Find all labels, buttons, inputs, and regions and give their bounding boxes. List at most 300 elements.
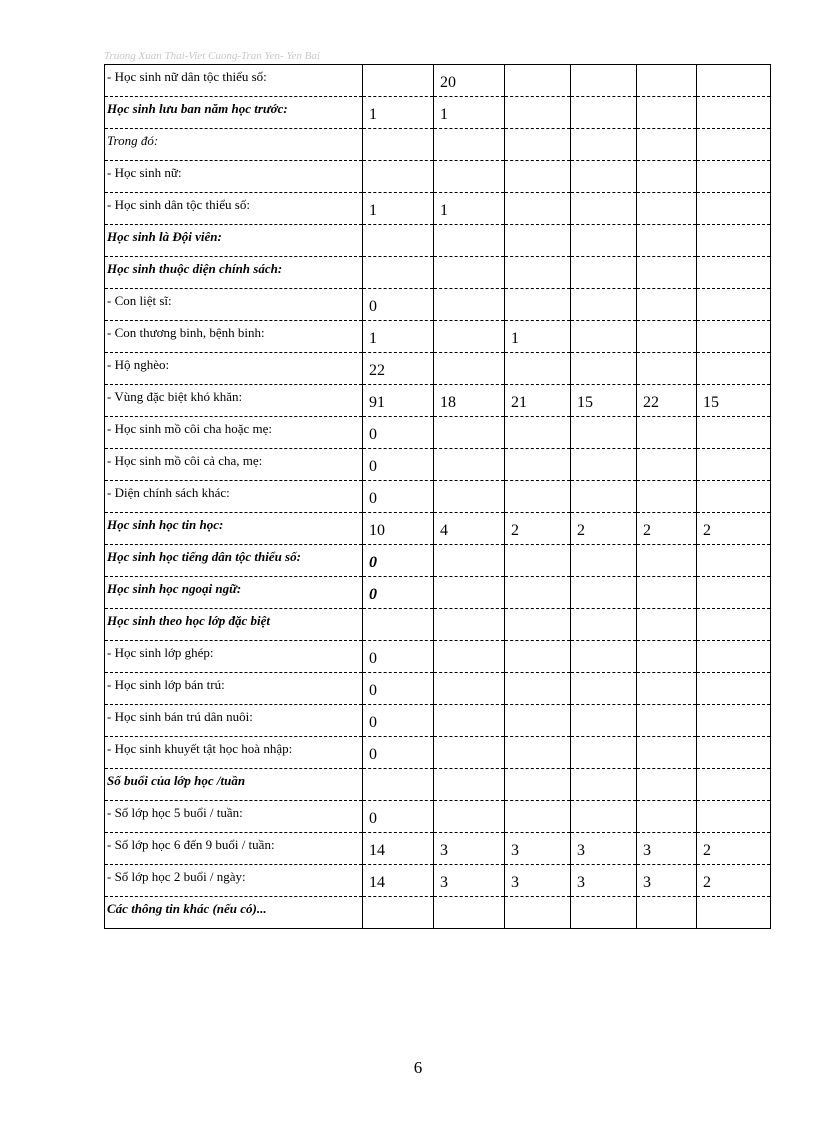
table-row — [105, 545, 771, 577]
value-cell — [697, 865, 771, 897]
table-row — [105, 385, 771, 417]
value-cell — [697, 385, 771, 417]
cell-value — [639, 741, 643, 750]
header-watermark: Truong Xuan Thai-Viet Cuong-Tran Yen- Yen Bai — [104, 50, 320, 62]
row-label-cell — [105, 545, 363, 577]
cell-value — [639, 549, 643, 558]
value-cell — [434, 609, 505, 641]
cell-value — [573, 133, 577, 142]
value-cell — [571, 513, 637, 545]
value-cell — [571, 97, 637, 129]
row-label: Học sinh học tin học: — [107, 517, 224, 532]
value-cell — [571, 865, 637, 897]
value-cell — [637, 353, 697, 385]
value-cell — [434, 385, 505, 417]
row-label: - Học sinh bán trú dân nuôi: — [107, 709, 253, 724]
cell-value — [699, 645, 703, 654]
value-cell — [697, 129, 771, 161]
value-cell — [363, 737, 434, 769]
cell-value — [573, 485, 577, 494]
cell-value: 2 — [703, 874, 711, 891]
value-cell — [571, 641, 637, 673]
value-cell — [363, 769, 434, 801]
value-cell — [697, 225, 771, 257]
table-row — [105, 609, 771, 641]
cell-value: 22 — [643, 394, 659, 411]
value-cell — [505, 481, 571, 513]
cell-value — [639, 69, 643, 78]
cell-value — [365, 901, 369, 910]
value-cell — [697, 897, 771, 929]
row-label-cell — [105, 641, 363, 673]
value-cell — [571, 385, 637, 417]
value-cell — [434, 257, 505, 289]
row-label: - Hộ nghèo: — [107, 357, 170, 372]
cell-value — [699, 165, 703, 174]
page-number: 6 — [413, 1058, 423, 1077]
value-cell — [697, 353, 771, 385]
value-cell — [505, 577, 571, 609]
value-cell — [363, 705, 434, 737]
value-cell — [434, 705, 505, 737]
cell-value — [699, 677, 703, 686]
row-label: - Học sinh dân tộc thiểu số: — [107, 197, 250, 212]
cell-value — [699, 901, 703, 910]
value-cell — [571, 225, 637, 257]
cell-value — [507, 709, 511, 718]
value-cell — [363, 225, 434, 257]
cell-value — [365, 165, 369, 174]
row-label: - Số lớp học 5 buổi / tuần: — [107, 805, 243, 820]
value-cell — [505, 609, 571, 641]
value-cell — [637, 705, 697, 737]
cell-value — [507, 133, 511, 142]
cell-value — [573, 229, 577, 238]
cell-value — [573, 293, 577, 302]
value-cell — [434, 321, 505, 353]
cell-value — [436, 677, 440, 686]
row-label: Học sinh lưu ban năm học trước: — [107, 101, 288, 116]
cell-value — [699, 485, 703, 494]
cell-value — [573, 357, 577, 366]
value-cell — [505, 769, 571, 801]
value-cell — [637, 193, 697, 225]
cell-value — [507, 293, 511, 302]
cell-value — [699, 613, 703, 622]
row-label-cell — [105, 257, 363, 289]
value-cell — [697, 65, 771, 97]
cell-value — [573, 69, 577, 78]
value-cell — [571, 417, 637, 449]
row-label: Các thông tin khác (nếu có)... — [107, 901, 267, 916]
table-row — [105, 65, 771, 97]
table-row — [105, 353, 771, 385]
cell-value — [699, 325, 703, 334]
cell-value — [639, 261, 643, 270]
row-label: Học sinh học ngoại ngữ: — [107, 581, 242, 596]
cell-value — [639, 421, 643, 430]
value-cell — [637, 897, 697, 929]
value-cell — [434, 513, 505, 545]
cell-value — [507, 357, 511, 366]
value-cell — [434, 641, 505, 673]
cell-value — [639, 773, 643, 782]
cell-value — [365, 773, 369, 782]
value-cell — [571, 161, 637, 193]
value-cell — [571, 545, 637, 577]
value-cell — [637, 321, 697, 353]
cell-value — [639, 165, 643, 174]
cell-value — [507, 261, 511, 270]
value-cell — [363, 545, 434, 577]
value-cell — [637, 641, 697, 673]
cell-value — [573, 613, 577, 622]
value-cell — [571, 609, 637, 641]
cell-value — [573, 805, 577, 814]
table-row — [105, 769, 771, 801]
cell-value: 10 — [369, 522, 385, 539]
cell-value: 2 — [643, 522, 651, 539]
row-label: - Học sinh nữ dân tộc thiểu số: — [107, 69, 267, 84]
value-cell — [697, 545, 771, 577]
value-cell — [505, 449, 571, 481]
table-row — [105, 897, 771, 929]
value-cell — [697, 289, 771, 321]
value-cell — [505, 161, 571, 193]
cell-value — [573, 453, 577, 462]
table-row — [105, 641, 771, 673]
cell-value — [507, 741, 511, 750]
value-cell — [363, 353, 434, 385]
value-cell — [505, 545, 571, 577]
value-cell — [637, 545, 697, 577]
cell-value: 0 — [369, 426, 377, 443]
row-label-cell — [105, 609, 363, 641]
statistics-table — [104, 64, 771, 929]
cell-value — [639, 901, 643, 910]
cell-value — [573, 421, 577, 430]
value-cell — [363, 321, 434, 353]
value-cell — [571, 193, 637, 225]
cell-value — [639, 293, 643, 302]
value-cell — [637, 417, 697, 449]
value-cell — [505, 129, 571, 161]
value-cell — [505, 865, 571, 897]
value-cell — [363, 449, 434, 481]
table-row — [105, 801, 771, 833]
cell-value: 3 — [511, 842, 519, 859]
cell-value — [507, 165, 511, 174]
value-cell — [571, 289, 637, 321]
cell-value — [639, 453, 643, 462]
value-cell — [434, 129, 505, 161]
table-row — [105, 225, 771, 257]
value-cell — [571, 801, 637, 833]
value-cell — [363, 97, 434, 129]
value-cell — [571, 737, 637, 769]
row-label: - Học sinh lớp bán trú: — [107, 677, 225, 692]
value-cell — [505, 705, 571, 737]
cell-value: 2 — [577, 522, 585, 539]
cell-value: 18 — [440, 394, 456, 411]
table-row — [105, 97, 771, 129]
value-cell — [697, 833, 771, 865]
value-cell — [363, 673, 434, 705]
table-row — [105, 289, 771, 321]
cell-value — [699, 133, 703, 142]
cell-value: 0 — [369, 586, 377, 603]
value-cell — [505, 353, 571, 385]
value-cell — [697, 769, 771, 801]
value-cell — [697, 161, 771, 193]
cell-value: 1 — [440, 202, 448, 219]
cell-value: 14 — [369, 842, 385, 859]
table-row — [105, 129, 771, 161]
row-label: - Vùng đặc biệt khó khăn: — [107, 389, 243, 404]
row-label: - Học sinh nữ: — [107, 165, 182, 180]
row-label: Học sinh theo học lớp đặc biệt — [107, 613, 270, 628]
value-cell — [697, 193, 771, 225]
value-cell — [434, 161, 505, 193]
cell-value — [507, 677, 511, 686]
cell-value — [436, 293, 440, 302]
value-cell — [571, 833, 637, 865]
value-cell — [571, 129, 637, 161]
cell-value — [639, 325, 643, 334]
value-cell — [363, 257, 434, 289]
value-cell — [505, 673, 571, 705]
value-cell — [637, 481, 697, 513]
cell-value: 1 — [369, 330, 377, 347]
value-cell — [434, 769, 505, 801]
value-cell — [697, 673, 771, 705]
cell-value — [639, 485, 643, 494]
cell-value: 2 — [703, 522, 711, 539]
cell-value — [436, 133, 440, 142]
value-cell — [637, 833, 697, 865]
cell-value — [699, 453, 703, 462]
value-cell — [434, 193, 505, 225]
value-cell — [505, 737, 571, 769]
cell-value — [507, 581, 511, 590]
row-label-cell — [105, 737, 363, 769]
table-row — [105, 865, 771, 897]
table-row — [105, 193, 771, 225]
table-row — [105, 449, 771, 481]
table-row — [105, 481, 771, 513]
table-row — [105, 673, 771, 705]
value-cell — [697, 449, 771, 481]
cell-value: 1 — [369, 106, 377, 123]
cell-value: 1 — [440, 106, 448, 123]
cell-value — [639, 613, 643, 622]
cell-value — [573, 549, 577, 558]
value-cell — [571, 321, 637, 353]
value-cell — [363, 481, 434, 513]
value-cell — [637, 801, 697, 833]
table-row — [105, 257, 771, 289]
cell-value — [507, 805, 511, 814]
cell-value — [365, 261, 369, 270]
value-cell — [363, 385, 434, 417]
cell-value — [507, 901, 511, 910]
value-cell — [434, 289, 505, 321]
cell-value — [699, 197, 703, 206]
row-label: Trong đó: — [107, 133, 159, 148]
cell-value — [507, 773, 511, 782]
value-cell — [697, 481, 771, 513]
cell-value: 0 — [369, 682, 377, 699]
cell-value — [436, 453, 440, 462]
row-label-cell — [105, 865, 363, 897]
row-label-cell — [105, 65, 363, 97]
value-cell — [363, 609, 434, 641]
cell-value — [699, 549, 703, 558]
value-cell — [637, 225, 697, 257]
table-row — [105, 417, 771, 449]
cell-value — [639, 581, 643, 590]
cell-value — [699, 581, 703, 590]
cell-value — [436, 901, 440, 910]
value-cell — [571, 481, 637, 513]
row-label-cell — [105, 897, 363, 929]
row-label: - Học sinh mồ côi cả cha, mẹ: — [107, 453, 263, 468]
table-row — [105, 737, 771, 769]
value-cell — [637, 449, 697, 481]
cell-value: 15 — [577, 394, 593, 411]
value-cell — [434, 897, 505, 929]
row-label-cell — [105, 321, 363, 353]
table-row — [105, 833, 771, 865]
table-row — [105, 161, 771, 193]
value-cell — [363, 801, 434, 833]
cell-value: 3 — [440, 874, 448, 891]
cell-value — [573, 165, 577, 174]
value-cell — [505, 385, 571, 417]
cell-value — [573, 325, 577, 334]
value-cell — [434, 545, 505, 577]
value-cell — [637, 737, 697, 769]
cell-value — [436, 645, 440, 654]
cell-value: 3 — [577, 874, 585, 891]
cell-value: 1 — [369, 202, 377, 219]
cell-value — [436, 741, 440, 750]
value-cell — [434, 417, 505, 449]
row-label-cell — [105, 385, 363, 417]
cell-value — [699, 709, 703, 718]
value-cell — [363, 65, 434, 97]
cell-value — [699, 69, 703, 78]
row-label: - Học sinh lớp ghép: — [107, 645, 214, 660]
cell-value — [507, 645, 511, 654]
cell-value: 0 — [369, 298, 377, 315]
cell-value — [436, 709, 440, 718]
cell-value: 0 — [369, 714, 377, 731]
cell-value — [436, 549, 440, 558]
value-cell — [637, 257, 697, 289]
value-cell — [697, 257, 771, 289]
value-cell — [505, 193, 571, 225]
cell-value: 3 — [440, 842, 448, 859]
cell-value — [573, 741, 577, 750]
value-cell — [697, 641, 771, 673]
cell-value — [699, 261, 703, 270]
value-cell — [697, 705, 771, 737]
cell-value: 0 — [369, 458, 377, 475]
cell-value — [507, 613, 511, 622]
value-cell — [697, 417, 771, 449]
cell-value: 3 — [577, 842, 585, 859]
cell-value — [639, 197, 643, 206]
value-cell — [363, 193, 434, 225]
cell-value: 1 — [511, 330, 519, 347]
cell-value — [365, 133, 369, 142]
cell-value — [436, 325, 440, 334]
cell-value: 0 — [369, 810, 377, 827]
value-cell — [363, 129, 434, 161]
value-cell — [363, 833, 434, 865]
value-cell — [571, 705, 637, 737]
row-label-cell — [105, 673, 363, 705]
value-cell — [434, 225, 505, 257]
cell-value: 21 — [511, 394, 527, 411]
value-cell — [505, 65, 571, 97]
cell-value: 0 — [369, 554, 377, 571]
row-label-cell — [105, 225, 363, 257]
row-label-cell — [105, 97, 363, 129]
cell-value — [573, 197, 577, 206]
cell-value — [573, 901, 577, 910]
value-cell — [637, 129, 697, 161]
value-cell — [571, 65, 637, 97]
value-cell — [505, 97, 571, 129]
value-cell — [434, 353, 505, 385]
cell-value — [639, 133, 643, 142]
value-cell — [571, 353, 637, 385]
cell-value: 15 — [703, 394, 719, 411]
row-label-cell — [105, 513, 363, 545]
row-label: - Con liệt sĩ: — [107, 293, 172, 308]
row-label-cell — [105, 481, 363, 513]
value-cell — [363, 577, 434, 609]
cell-value — [573, 709, 577, 718]
value-cell — [363, 641, 434, 673]
cell-value — [436, 773, 440, 782]
cell-value: 3 — [511, 874, 519, 891]
cell-value — [365, 69, 369, 78]
value-cell — [505, 321, 571, 353]
value-cell — [571, 897, 637, 929]
cell-value — [436, 805, 440, 814]
cell-value — [436, 357, 440, 366]
value-cell — [637, 577, 697, 609]
cell-value — [507, 101, 511, 110]
cell-value — [507, 229, 511, 238]
value-cell — [434, 833, 505, 865]
cell-value — [573, 261, 577, 270]
value-cell — [637, 161, 697, 193]
value-cell — [637, 385, 697, 417]
value-cell — [571, 769, 637, 801]
cell-value — [507, 197, 511, 206]
value-cell — [434, 65, 505, 97]
value-cell — [434, 801, 505, 833]
row-label-cell — [105, 161, 363, 193]
cell-value — [639, 709, 643, 718]
value-cell — [363, 865, 434, 897]
cell-value — [639, 677, 643, 686]
cell-value — [573, 645, 577, 654]
